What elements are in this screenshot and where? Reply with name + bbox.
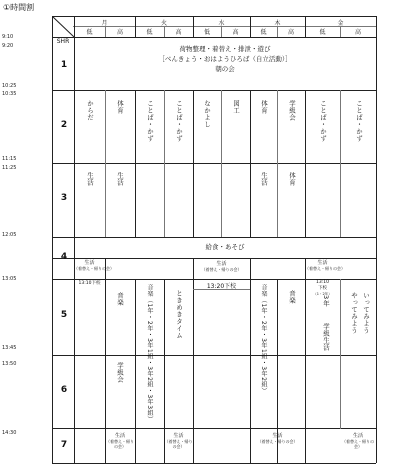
thu-dismissal-grades: （1・2年） xyxy=(313,292,332,296)
subject-cell: なかよし xyxy=(203,100,211,128)
time-label: 12:05 xyxy=(2,232,17,238)
subhead-low: 低 xyxy=(260,29,267,36)
subhead-low: 低 xyxy=(319,29,326,36)
subject-cell: 音楽（1年・2年・3年1組・3年2組・3年3組） xyxy=(146,284,153,423)
thu-dismissal: 13:10 xyxy=(316,280,329,285)
period-number: 3 xyxy=(60,193,68,203)
time-label: 13:05 xyxy=(2,276,17,282)
seikatsu-note: （着替え・帰りの会） xyxy=(164,439,193,449)
subject-cell: からだ xyxy=(86,100,94,121)
subject-cell: ときめきタイム xyxy=(175,290,183,339)
subhead-high: 高 xyxy=(354,29,361,36)
subject-cell: 音楽 xyxy=(116,292,124,306)
time-label: 14:30 xyxy=(2,430,17,436)
seikatsu-note: （着替え・帰りの会） xyxy=(201,267,242,272)
subhead-high: 高 xyxy=(175,29,182,36)
subject-cell: 学級生活 xyxy=(322,323,330,351)
time-label: 13:45 xyxy=(2,345,17,351)
subhead-low: 低 xyxy=(86,29,93,36)
thu-dismissal-label: 下校 xyxy=(318,286,327,291)
period-number: 5 xyxy=(60,310,68,320)
time-label: 9:20 xyxy=(2,43,14,49)
subject-cell: 体育 xyxy=(116,100,124,114)
day-header-wed: 水 xyxy=(218,20,225,27)
seikatsu-label: 生活 xyxy=(114,433,125,439)
subject-cell: 生活 xyxy=(116,172,124,186)
subject-cell: 体育 xyxy=(288,172,296,186)
subject-cell: ことば・かず xyxy=(319,100,327,142)
period-number: 2 xyxy=(60,120,68,130)
wed-dismissal: 13:20下校 xyxy=(206,283,237,290)
subject-cell: やってみよう xyxy=(350,292,358,334)
subject-cell: 3年 xyxy=(322,295,330,307)
seikatsu-label: 生活 xyxy=(216,261,227,267)
seikatsu-label: 生活 xyxy=(84,260,95,266)
seikatsu-label: 生活 xyxy=(352,433,363,439)
seikatsu-note: （着替え・帰りの会） xyxy=(342,439,374,449)
day-header-thu: 木 xyxy=(274,20,281,27)
seikatsu-note: （着替え・帰りの会） xyxy=(257,439,298,444)
subject-cell: 生活 xyxy=(260,172,268,186)
day-header-fri: 金 xyxy=(337,20,344,27)
shr-label: SHR xyxy=(56,38,70,45)
schedule-title: ①時間割 xyxy=(3,3,35,12)
mon-dismissal: 13:10下校 xyxy=(78,281,101,286)
period-number: 6 xyxy=(60,385,68,395)
seikatsu-label: 生活 xyxy=(317,260,328,266)
subject-cell: ことば・かず xyxy=(146,100,154,142)
morning-meeting: 朝の会 xyxy=(215,65,235,73)
subject-cell: 体育 xyxy=(260,100,268,114)
seikatsu-note: （着替え・帰りの会） xyxy=(106,439,134,449)
morning-study: ［べんきょう・おはようひろば（自立活動）］ xyxy=(158,55,292,63)
subject-cell: 図工 xyxy=(232,100,240,114)
time-label: 11:25 xyxy=(2,165,17,171)
subject-cell: ことば・かず xyxy=(175,100,183,142)
period-number: 4 xyxy=(60,252,68,262)
period-number: 7 xyxy=(60,440,68,450)
subject-cell: 学級会 xyxy=(116,362,124,383)
header-diagonal xyxy=(52,16,74,37)
morning-activities: 荷物整理・着替え・排泄・遊び xyxy=(179,45,271,53)
subject-cell: 学級会 xyxy=(288,100,296,121)
subhead-low: 低 xyxy=(203,29,210,36)
subject-cell: いってみよう xyxy=(362,292,370,334)
time-label: 13:50 xyxy=(2,361,17,367)
subhead-low: 低 xyxy=(146,29,153,36)
subject-cell: 生活 xyxy=(86,172,94,186)
subject-cell: 音楽（1年・2年・3年1組・3年2組） xyxy=(260,284,267,395)
time-label: 10:25 xyxy=(2,83,17,89)
time-label: 11:15 xyxy=(2,156,17,162)
seikatsu-label: 生活 xyxy=(173,433,184,439)
subhead-high: 高 xyxy=(232,29,239,36)
seikatsu-note: （着替え・帰りの会） xyxy=(74,266,114,271)
lunch-cell: 給食・あそび xyxy=(205,243,245,251)
subhead-high: 高 xyxy=(116,29,123,36)
time-label: 10:35 xyxy=(2,91,17,97)
period-number: 1 xyxy=(60,60,68,70)
subhead-high: 高 xyxy=(287,29,294,36)
subject-cell: 音楽 xyxy=(288,290,296,304)
day-header-tue: 火 xyxy=(160,20,167,27)
seikatsu-note: （着替え・帰りの会） xyxy=(305,266,345,271)
time-label: 9:10 xyxy=(2,34,14,40)
subject-cell: ことば・かず xyxy=(355,100,363,142)
day-header-mon: 月 xyxy=(101,20,108,27)
seikatsu-label: 生活 xyxy=(272,433,283,439)
